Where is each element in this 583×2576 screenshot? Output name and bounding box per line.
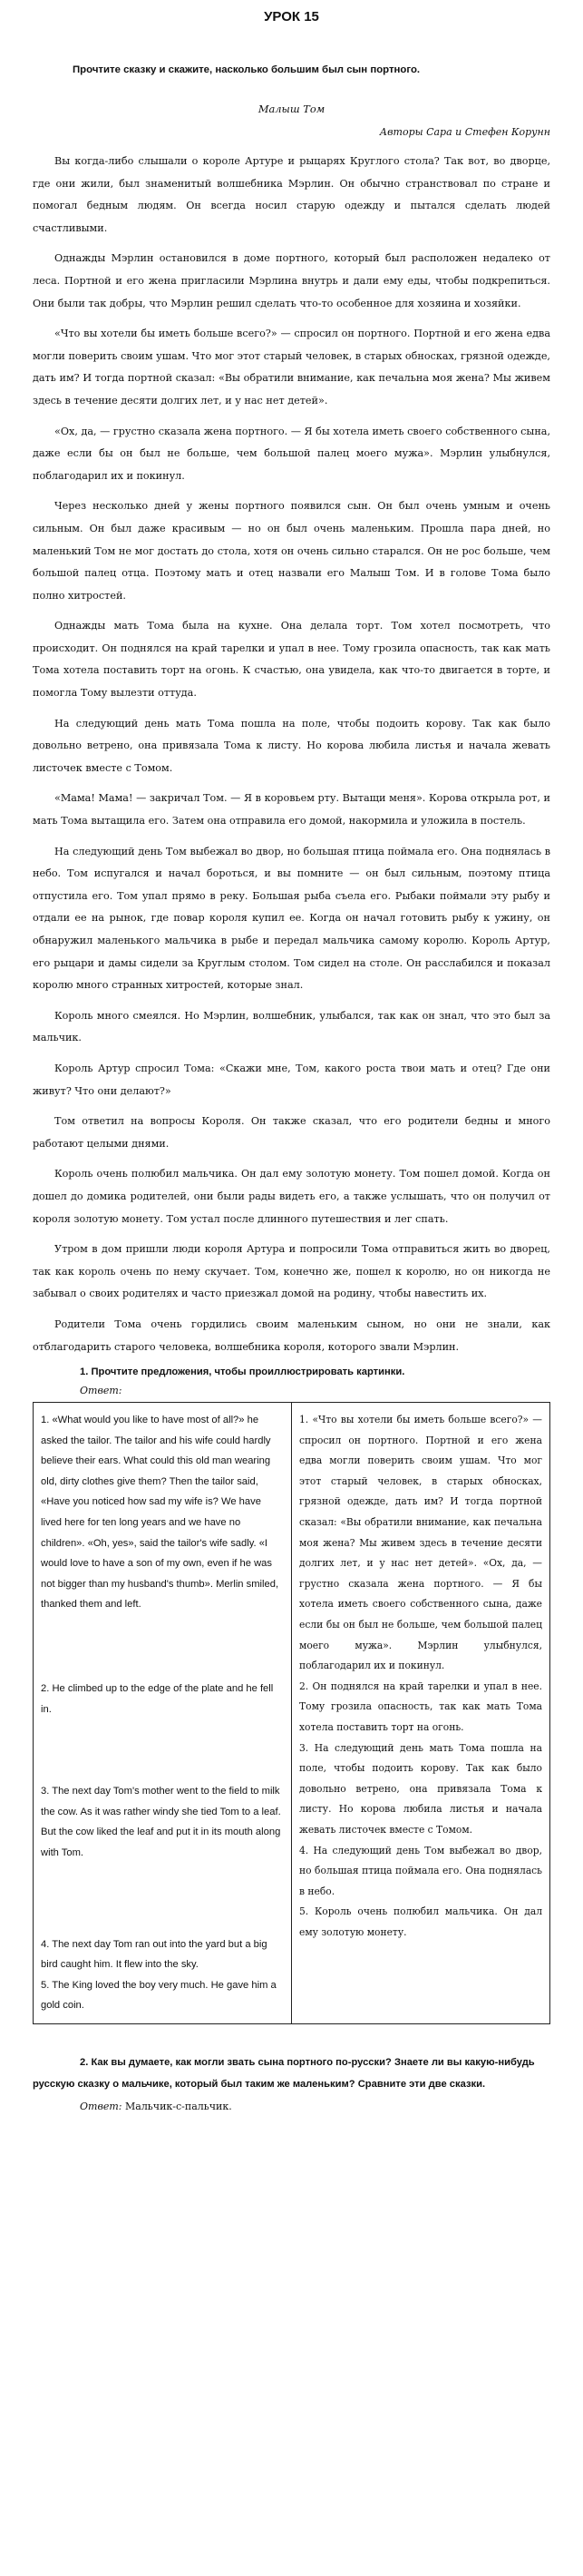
task-heading: Прочтите сказку и скажите, насколько большим был сын портного. bbox=[73, 64, 421, 75]
story-paragraph: На следующий день мать Тома пошла на поле, чтобы подоить корову. Так как было довольно ветрено, она привязала Тома к листу. Но корова любила листья и начала жевать листочек вместе с Томом. bbox=[33, 717, 550, 774]
english-column bbox=[34, 1403, 292, 2024]
russian-item: 4. На следующий день Том выбежал во двор, но большая птица поймала его. Она поднялась в небо. bbox=[299, 1844, 542, 1897]
story-paragraph: На следующий день Том выбежал во двор, но большая птица поймала его. Она поднялась в небо. Том испугался и начал бороться, и вы помните — он был сильным, поэтому птица отпустила его. Том упал прямо в реку. Большая рыба съела его. Рыбаки поймали эту рыбу и отдали ее на рынок, где повар короля купил ее. Когда он начал готовить рыбу к ужину, он обнаружил маленького мальчика в рыбе и передал мальчика самому королю. Король Артур, его рыцари и дамы сидели за Круглым столом. Том сидел на столе. Он расслабился и показал королю много странных хитростей, которые знал. bbox=[33, 845, 550, 992]
russian-item: 2. Он поднялся на край тарелки и упал в нее. Тому грозила опасность, так как мать Тома хотела поставить торт на огонь. bbox=[299, 1680, 542, 1733]
answer-label: Ответ: bbox=[80, 1385, 122, 1397]
story-title: Малыш Том bbox=[257, 103, 326, 115]
story-paragraph: Король Артур спросил Тома: «Скажи мне, Том, какого роста твои мать и отец? Где они живут? Что они делают?» bbox=[33, 1062, 550, 1097]
story-paragraph: Вы когда-либо слышали о короле Артуре и рыцарях Круглого стола? Так вот, во дворце, где они жили, был знаменитый волшебника Мэрлин. Он обычно странствовал по стране и помогал бедным людям. Он всегда носил старую одежду и пытался сделать людей счастливыми. bbox=[33, 155, 550, 234]
story-paragraph: Король много смеялся. Но Мэрлин, волшебник, улыбался, так как он знал, что это был за мальчик. bbox=[33, 1009, 550, 1044]
lesson-title: УРОК 15 bbox=[264, 9, 319, 24]
story-paragraph: Родители Тома очень гордились своим маленьким сыном, но они не знали, как отблагодарить старого человека, волшебника короля, которого звали Мэрлин. bbox=[33, 1317, 550, 1353]
answer-2 bbox=[80, 2101, 550, 2112]
question-1: 1. Прочтите предложения, чтобы проиллюстрировать картинки. bbox=[80, 1366, 405, 1378]
story-text bbox=[33, 151, 550, 1358]
story-paragraph: «Ох, да, — грустно сказала жена портного. — Я бы хотела иметь своего собственного сына, даже если бы он был не больше, чем большой палец моего мужа». Мэрлин улыбнулся, поблагодарил их и покинул. bbox=[33, 425, 550, 482]
question-2: 2. Как вы думаете, как могли звать сына портного по-русски? Знаете ли вы какую-нибудь русскую сказку о мальчике, который был таким же маленьким? Сравните эти две сказки. bbox=[33, 2056, 535, 2090]
russian-item: 3. На следующий день мать Тома пошла на поле, чтобы подоить корову. Так как было довольно ветрено, она привязала Тома к листу. Но корова любила листья и начала жевать листочек вместе с Томом. bbox=[299, 1741, 542, 1836]
english-item: 3. The next day Tom's mother went to the field to milk the cow. As it was rather windy she tied Tom to a leaf. But the cow liked the leaf and put it in its mouth along with Tom. bbox=[41, 1786, 281, 1858]
russian-item: 5. Король очень полюбил мальчика. Он дал ему золотую монету. bbox=[299, 1905, 542, 1938]
russian-item: 1. «Что вы хотели бы иметь больше всего?» — спросил он портного. Портной и его жена едва могли поверить своим ушам. Что мог этот старый человек, в старых обносках, грязной одежде, дать им? И тогда портной сказал: «Вы обратили внимание, как печальна моя жена? Мы живем здесь в течение десяти долгих лет, и у нас нет детей». «Ох, да, — грустно сказала жена портного. — Я бы хотела иметь своего собственного сына, даже если бы он был не больше, чем большой палец моего мужа». Мэрлин улыбнулся, поблагодарил их и покинул. bbox=[299, 1414, 542, 1672]
english-item: 1. «What would you like to have most of all?» he asked the tailor. The tailor and his wife could hardly believe their ears. What could this old man wearing old, dirty clothes give them? Then the tailor said, «Have you noticed how sad my wife is? We have lived here for ten long years and we have no children». «Oh, yes», said the tailor's wife sadly. «I would love to have a son of my own, even if he was not bigger than my husband's thumb». Merlin smiled, thanked them and left. bbox=[41, 1415, 279, 1611]
russian-column bbox=[292, 1403, 550, 2024]
story-paragraph: Том ответил на вопросы Короля. Он также сказал, что его родители бедны и много работают целыми днями. bbox=[33, 1115, 550, 1150]
english-item: 4. The next day Tom ran out into the yard but a big bird caught him. It flew into the sky. bbox=[41, 1938, 267, 1971]
story-paragraph: Через несколько дней у жены портного появился сын. Он был очень умным и очень сильным. Он был даже красивым — но он был очень маленьким. Прошла пара дней, но маленький Том не мог достать до стола, хотя он очень сильно старался. Он не рос больше, чем большой палец отца. Поэтому мать и отец назвали его Малыш Том. И в голове Тома было полно хитростей. bbox=[33, 500, 550, 602]
answer-2-label: Ответ: bbox=[80, 2100, 122, 2112]
story-paragraph: Однажды мать Тома была на кухне. Она делала торт. Том хотел посмотреть, что происходит. Он поднялся на край тарелки и упал в нее. Тому грозила опасность, так как мать Тома хотела поставить торт на огонь. К счастью, она увидела, как что-то двигается в торте, и помогла Тому вылезти оттуда. bbox=[33, 620, 550, 700]
story-paragraph: «Мама! Мама! — закричал Том. — Я в коровьем рту. Вытащи меня». Корова открыла рот, и мать Тома вытащила его. Затем она отправила его домой, накормила и уложила в постель. bbox=[33, 792, 550, 828]
story-authors: Авторы Сара и Стефен Корунн bbox=[379, 126, 550, 138]
table-row bbox=[34, 1403, 550, 2024]
answer-table bbox=[33, 1402, 550, 2024]
story-paragraph: Король очень полюбил мальчика. Он дал ему золотую монету. Том пошел домой. Когда он дошел до домика родителей, они были рады видеть его, а также услышать, что он получил от короля золотую монету. Том устал после длинного путешествия и лег спать. bbox=[33, 1168, 550, 1225]
story-paragraph: Утром в дом пришли люди короля Артура и попросили Тома отправиться жить во дворец, так как король очень по нему скучает. Том, конечно же, пошел к королю, но он никогда не забывал о своих родителях и часто приезжал домой на родину, чтобы навестить их. bbox=[33, 1243, 550, 1300]
answer-2-text: Мальчик-с-пальчик. bbox=[125, 2100, 232, 2112]
story-paragraph: «Что вы хотели бы иметь больше всего?» — спросил он портного. Портной и его жена едва могли поверить своим ушам. Что мог этот старый человек, в старых обносках, грязной одежде, дать им? И тогда портной сказал: «Вы обратили внимание, как печальна моя жена? Мы живем здесь в течение десяти долгих лет, и у нас нет детей». bbox=[33, 328, 550, 406]
english-item: 2. He climbed up to the edge of the plate and he fell in. bbox=[41, 1683, 274, 1715]
english-item: 5. The King loved the boy very much. He gave him a gold coin. bbox=[41, 1979, 277, 2012]
story-paragraph: Однажды Мэрлин остановился в доме портного, который был расположен недалеко от леса. Портной и его жена пригласили Мэрлина внутрь и дали ему еды, чтобы подкрепиться. Они были так добры, что Мэрлин решил сделать что-то особенное для хозяина и хозяйки. bbox=[33, 252, 550, 309]
